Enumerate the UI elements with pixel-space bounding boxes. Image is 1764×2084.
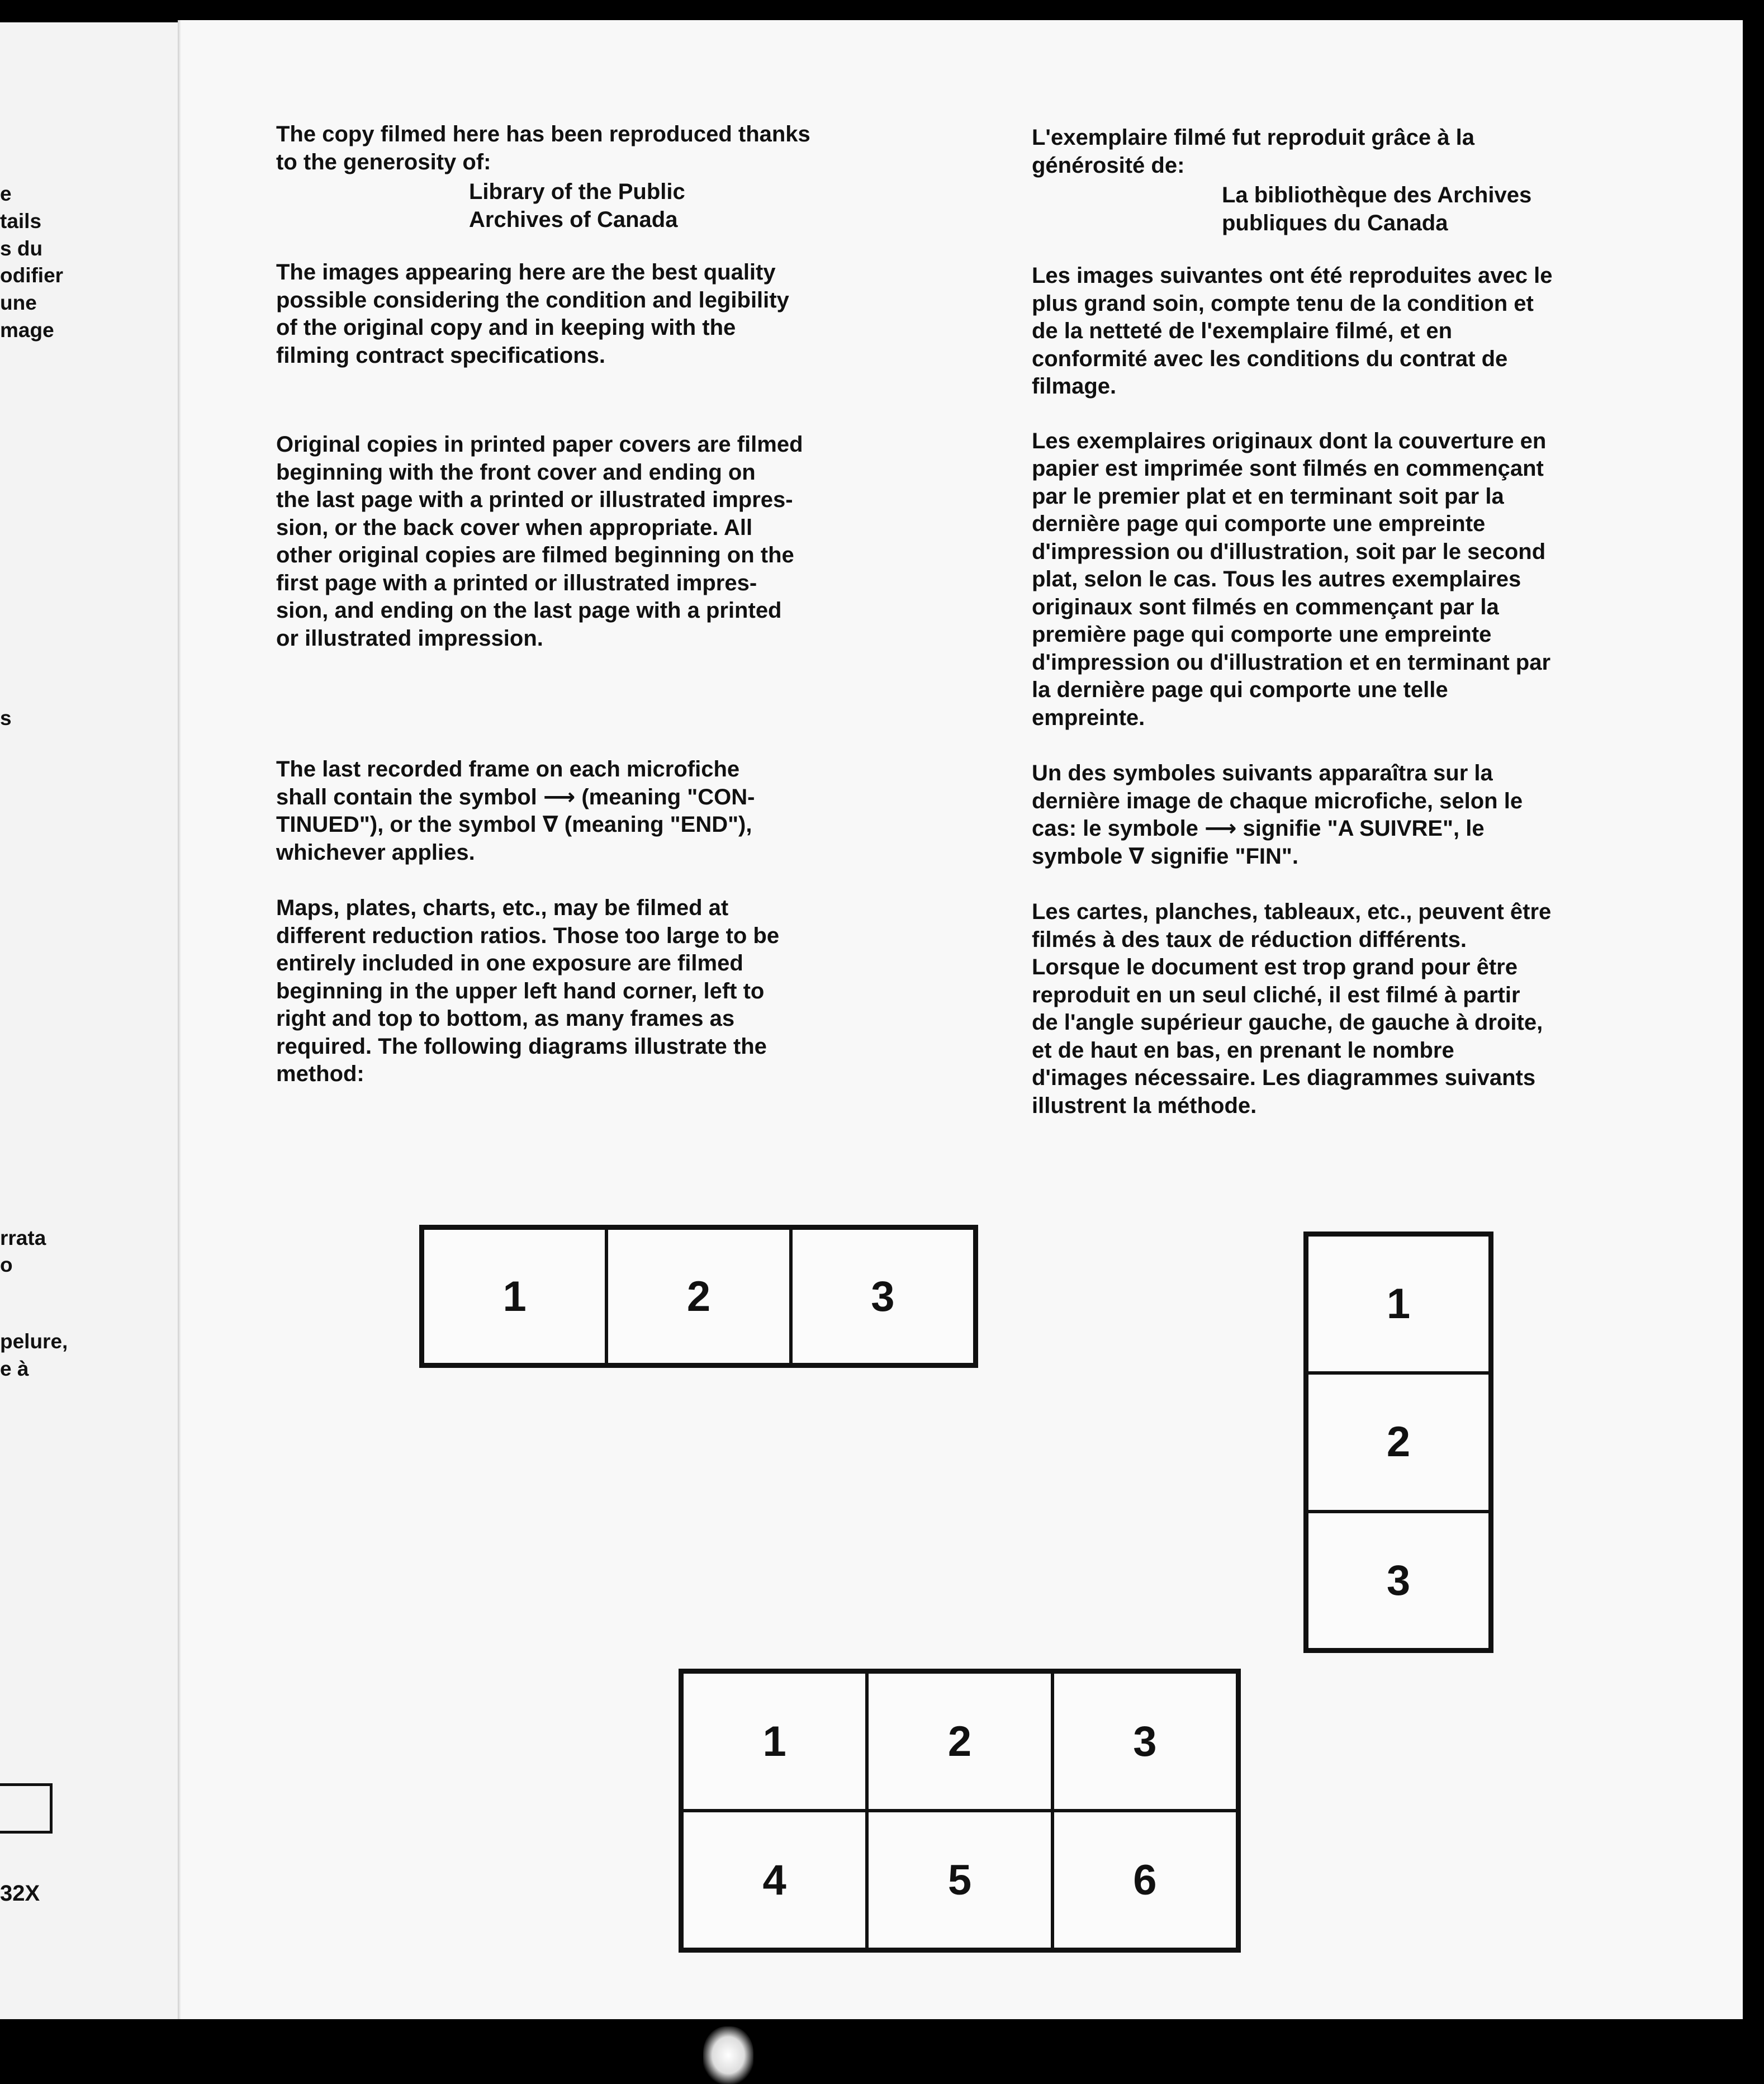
left-fragment-text: s du <box>0 237 43 260</box>
french-symbol-paragraph: Un des symboles suivants apparaîtra sur la dernière image de chaque microfiche, selon le cas: le symbole ⟶ signifie "A SUIVRE", le symbole ∇ signifie "FIN". <box>1032 761 1523 869</box>
left-fragment-text: e à <box>0 1357 29 1380</box>
english-quality-paragraph: The images appearing here are the best quality possible considering the condition and legibility of the original copy and in keeping with the filming contract specifications. <box>276 260 789 368</box>
frame-cell: 1 <box>682 1672 867 1811</box>
french-column <box>1032 124 1730 1120</box>
frame-cell: 2 <box>606 1228 790 1365</box>
left-fragment-text: e <box>0 182 12 205</box>
left-fragment-text: mage <box>0 319 54 342</box>
frame-cell: 3 <box>791 1228 975 1365</box>
left-fragment-text: pelure, <box>0 1330 68 1353</box>
english-maps-paragraph: Maps, plates, charts, etc., may be filmed at different reduction ratios. Those too large to be entirely included in one exposure are filmed beginning in the upper left hand corner, left to right and top to bottom, as many frames as required. The following diagrams illustrate the method: <box>276 896 780 1086</box>
left-fragment-text: s <box>0 707 12 730</box>
english-intro: The copy filmed here has been reproduced thanks to the generosity of: <box>276 122 810 174</box>
grid-frame-diagram <box>679 1669 1241 1953</box>
english-column <box>276 121 919 1088</box>
left-fragment-text: tails <box>0 210 42 233</box>
english-library-name: Library of the Public Archives of Canada <box>469 179 685 232</box>
frame-cell: 5 <box>867 1811 1052 1949</box>
french-maps-paragraph: Les cartes, planches, tableaux, etc., peuvent être filmés à des taux de réduction différents. Lorsque le document est trop grand pour être reproduit en un seul cliché, il est filmé à partir de l'angle supérieur gauche, de gauche à droite, et de haut en bas, en prenant le nombre d'images nécessaire. Les diagrammes suivants illustrent la méthode. <box>1032 899 1552 1118</box>
english-covers-paragraph: Original copies in printed paper covers are filmed beginning with the front cover and ending on the last page with a printed or illustrated impres- sion, or the back cover when appropriate. All other original copies are filmed beginning on the first page with a printed or illustrated impres- sion, and ending on the last page with a printed or illustrated impression. <box>276 432 803 651</box>
frame-cell: 4 <box>682 1811 867 1949</box>
horizontal-frame-diagram <box>419 1225 978 1368</box>
left-page-fragment <box>0 22 178 2019</box>
page-gutter <box>178 20 181 2019</box>
french-intro: L'exemplaire filmé fut reproduit grâce à la générosité de: <box>1032 125 1474 178</box>
frame-cell: 2 <box>867 1672 1052 1811</box>
left-fragment-box <box>0 1783 53 1834</box>
french-quality-paragraph: Les images suivantes ont été reproduites avec le plus grand soin, compte tenu de la condition et de la netteté de l'exemplaire filmé, et en conformité avec les conditions du contrat de filmage. <box>1032 263 1553 399</box>
left-fragment-text: rrata <box>0 1226 46 1249</box>
light-artifact <box>703 2026 753 2084</box>
frame-cell: 2 <box>1307 1373 1490 1511</box>
left-fragment-text: o <box>0 1253 13 1276</box>
frame-cell: 1 <box>1307 1235 1490 1373</box>
french-covers-paragraph: Les exemplaires originaux dont la couverture en papier est imprimée sont filmés en commençant par le premier plat et en terminant soit par la dernière page qui comporte une empreinte d'impression ou d'illustration, soit par le second plat, selon le cas. Tous les autres exemplaires originaux sont filmés en commençant par la première page qui comporte une empreinte d'impression ou d'illustration et en terminant par la dernière page qui comporte une telle empreinte. <box>1032 428 1551 730</box>
frame-cell: 3 <box>1052 1672 1237 1811</box>
english-symbol-paragraph: The last recorded frame on each microfiche shall contain the symbol ⟶ (meaning "CON- TINUED"), or the symbol ∇ (meaning "END"), whichever applies. <box>276 757 755 865</box>
french-library-name: La bibliothèque des Archives publiques du Canada <box>1222 183 1532 235</box>
scale-label: 32X <box>0 1881 40 1906</box>
left-fragment-text: une <box>0 291 37 314</box>
vertical-frame-diagram <box>1303 1232 1493 1653</box>
left-fragment-text: odifier <box>0 264 64 287</box>
frame-cell: 3 <box>1307 1512 1490 1650</box>
frame-cell: 6 <box>1052 1811 1237 1949</box>
frame-cell: 1 <box>423 1228 606 1365</box>
main-page <box>178 20 1743 2019</box>
